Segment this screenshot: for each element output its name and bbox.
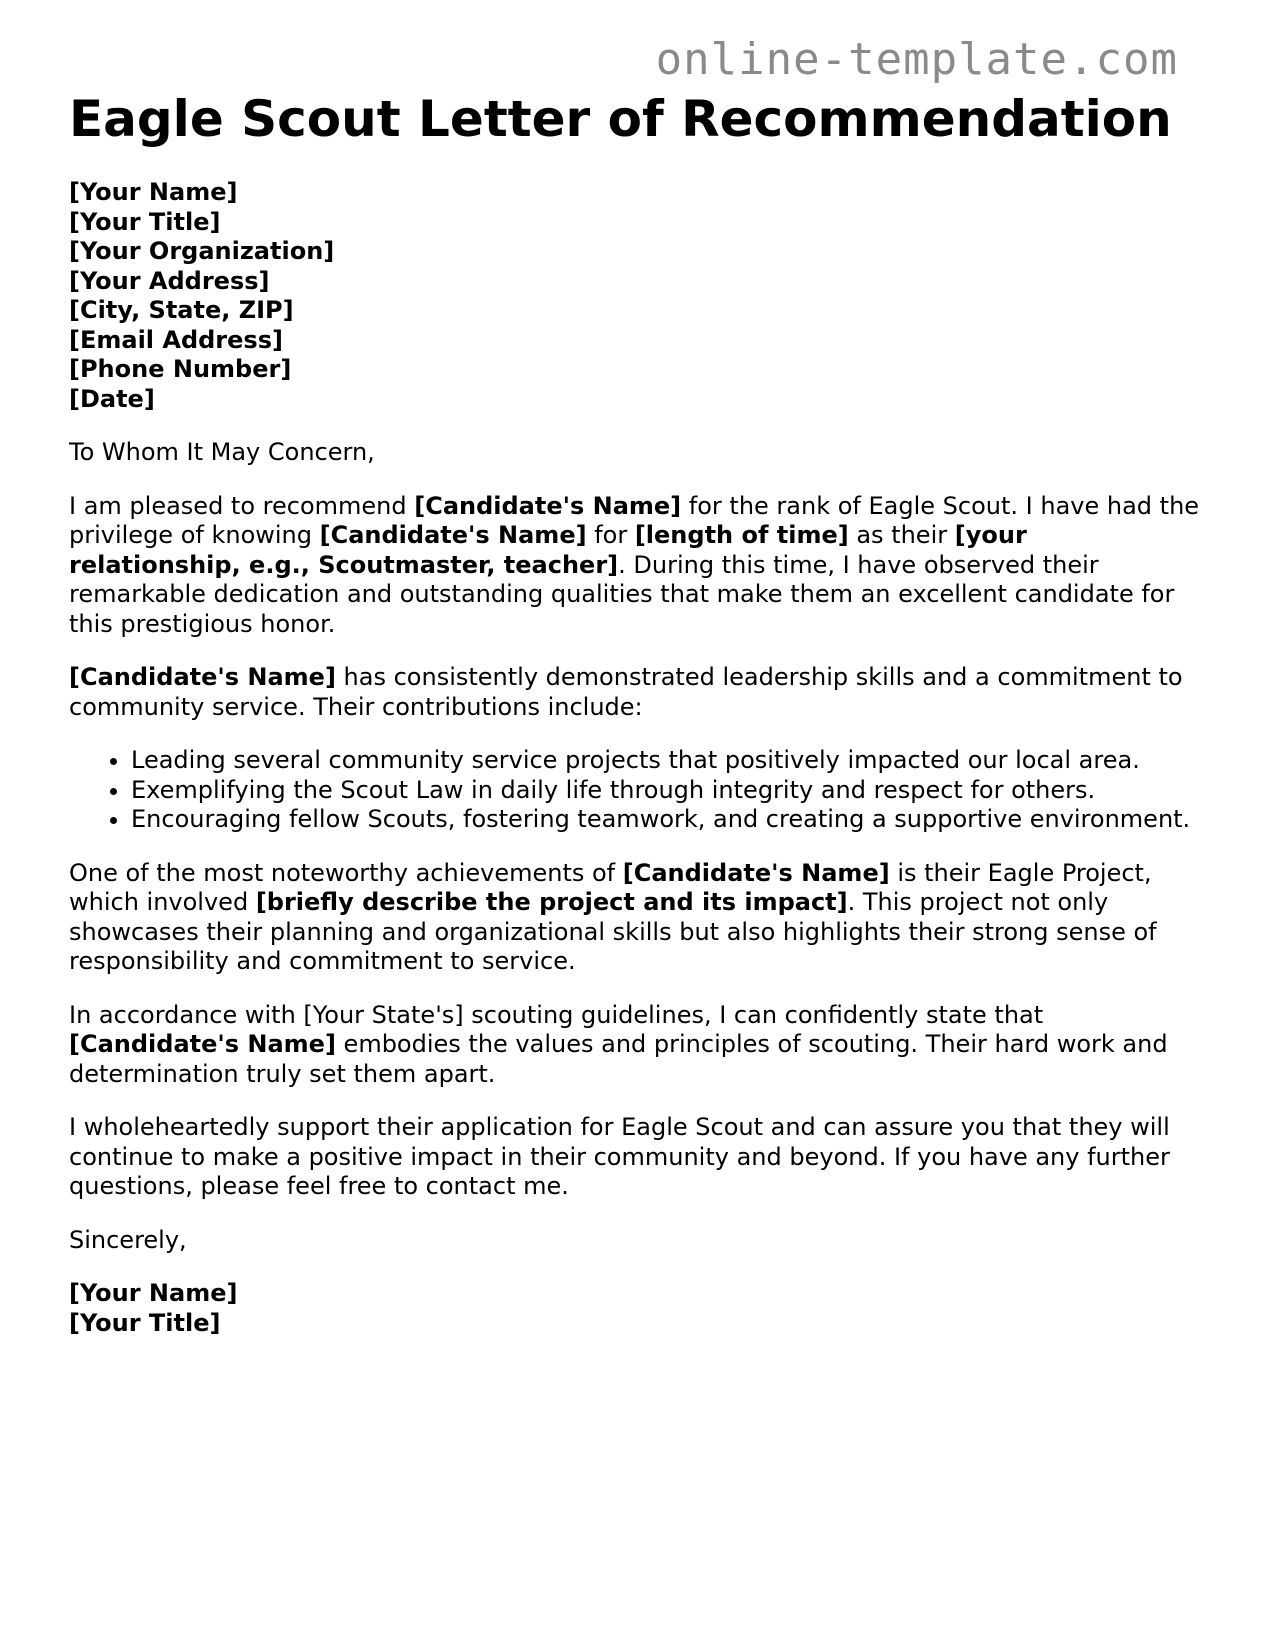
list-item: • Leading several community service projects that positively impacted our local area. [131, 746, 1204, 776]
sender-phone: [Phone Number] [69, 355, 292, 383]
text-run: One of the most noteworthy achievements of [69, 858, 623, 887]
candidate-name-placeholder: [Candidate's Name] [622, 858, 890, 887]
signature-name: [Your Name] [69, 1279, 238, 1307]
paragraph-eagle-project [69, 859, 1204, 977]
text-run: for the rank of Eagle Scout. I have had the privilege of knowing [69, 491, 1200, 549]
sender-address: [Your Address] [69, 266, 270, 295]
paragraph-guidelines [69, 1001, 1204, 1090]
list-item: • Encouraging fellow Scouts, fostering teamwork, and creating a supportive environment. [131, 805, 1204, 835]
sender-name: [Your Name] [69, 178, 238, 206]
signature-title: [Your Title] [69, 1308, 221, 1337]
sender-city-state-zip: [City, State, ZIP] [69, 296, 294, 324]
letter-document [69, 86, 1204, 1338]
text-run: In accordance with [Your State's] scouting guidelines, I can confidently state that [69, 1000, 1044, 1029]
text-run: I am pleased to recommend [69, 491, 415, 520]
text-run: as their [848, 521, 955, 549]
list-item: • Exemplifying the Scout Law in daily life through integrity and respect for others. [131, 776, 1204, 806]
text-run: . During this time, I have observed their remarkable dedication and outstanding qualities that make them an excellent candidate for this prestigious honor. [69, 550, 1175, 638]
text-run: embodies the values and principles of scouting. Their hard work and determination truly set them apart. [69, 1030, 1168, 1088]
text-run: has consistently demonstrated leadership skills and a commitment to community service. Their contributions include: [69, 663, 1183, 721]
paragraph-contributions-intro [69, 663, 1204, 722]
length-of-time-placeholder: [length of time] [634, 521, 849, 549]
candidate-name-placeholder: [Candidate's Name] [69, 1030, 336, 1058]
sender-organization: [Your Organization] [69, 237, 335, 265]
text-run: . This project not only showcases their planning and organizational skills but also highlights their strong sense of responsibility and commitment to service. [69, 888, 1157, 975]
signature-block [69, 1279, 1204, 1338]
relationship-placeholder: [your relationship, e.g., Scoutmaster, teacher] [69, 521, 1027, 579]
sender-email: [Email Address] [69, 325, 283, 354]
candidate-name-placeholder: [Candidate's Name] [69, 663, 336, 691]
sender-title: [Your Title] [69, 207, 221, 236]
paragraph-support: I wholeheartedly support their application for Eagle Scout and can assure you that they will continue to make a positive impact in their community and beyond. If you have any further questions, please feel free to contact me. [69, 1113, 1170, 1200]
paragraph-recommendation [69, 492, 1204, 640]
contributions-list [69, 746, 1204, 835]
page-title: Eagle Scout Letter of Recommendation [69, 90, 1172, 148]
sender-block [69, 178, 1204, 414]
closing: Sincerely, [69, 1225, 187, 1254]
candidate-name-placeholder: [Candidate's Name] [319, 521, 587, 549]
salutation: To Whom It May Concern, [69, 438, 375, 466]
sender-date: [Date] [69, 384, 155, 413]
candidate-name-placeholder: [Candidate's Name] [414, 491, 682, 520]
watermark: online-template.com [655, 34, 1178, 85]
text-run: is their Eagle Project, which involved [69, 858, 1152, 916]
project-description-placeholder: [briefly describe the project and its impact] [255, 888, 848, 916]
text-run: for [586, 521, 635, 549]
